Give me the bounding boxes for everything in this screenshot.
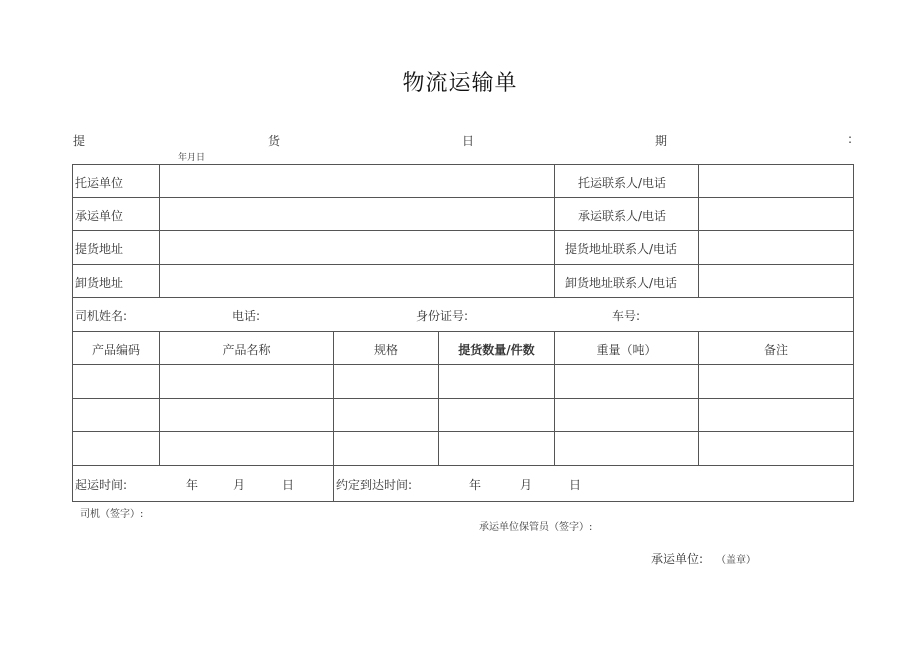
driver-signature: 司机（签字）: <box>80 509 144 520</box>
arrive-month: 月 <box>520 478 533 492</box>
pickup-date-char-4: 期 <box>655 134 668 148</box>
table-hline <box>72 230 854 231</box>
label-unload-address: 卸货地址 <box>75 276 124 290</box>
col-header-spec: 规格 <box>373 343 398 357</box>
pickup-date-sub: 年月日 <box>178 153 206 163</box>
table-hline <box>72 297 854 298</box>
pickup-date-char-2: 货 <box>268 134 281 148</box>
table-vline <box>72 164 73 502</box>
label-pickup-contact: 提货地址联系人/电话 <box>565 242 678 256</box>
pickup-date-char-1: 提 <box>73 134 86 148</box>
arrive-year: 年 <box>469 478 482 492</box>
label-plate-number: 车号: <box>612 309 641 323</box>
table-hline <box>72 264 854 265</box>
table-hline <box>72 197 854 198</box>
label-shipper-contact: 托运联系人/电话 <box>578 176 667 190</box>
label-carrier: 承运单位 <box>75 209 124 223</box>
label-pickup-address: 提货地址 <box>75 242 124 256</box>
table-hline <box>72 331 854 332</box>
table-hline <box>72 465 854 466</box>
col-header-weight: 重量（吨） <box>596 343 657 357</box>
table-vline <box>554 164 555 298</box>
label-depart-time: 起运时间: <box>75 478 128 492</box>
table-hline <box>72 164 854 165</box>
label-driver-name: 司机姓名: <box>75 309 128 323</box>
table-vline <box>698 164 699 298</box>
pickup-date-char-3: 日 <box>462 134 475 148</box>
label-id-number: 身份证号: <box>416 309 469 323</box>
arrive-day: 日 <box>569 478 582 492</box>
table-vline <box>159 164 160 298</box>
table-vline <box>333 465 334 502</box>
label-driver-phone: 电话: <box>232 309 261 323</box>
keeper-signature: 承运单位保管员（签字）: <box>479 522 593 533</box>
depart-day: 日 <box>282 478 295 492</box>
seal-label: （盖章） <box>716 555 756 566</box>
col-header-quantity: 提货数量/件数 <box>458 343 535 357</box>
table-hline <box>72 501 854 502</box>
table-hline <box>72 364 854 365</box>
pickup-date-colon: : <box>848 132 853 146</box>
label-arrive-time: 约定到达时间: <box>336 478 413 492</box>
page-title: 物流运输单 <box>402 71 518 96</box>
label-carrier-contact: 承运联系人/电话 <box>578 209 667 223</box>
table-hline <box>72 398 854 399</box>
label-shipper: 托运单位 <box>75 176 124 190</box>
depart-year: 年 <box>186 478 199 492</box>
carrier-unit-label: 承运单位: <box>651 552 704 566</box>
col-header-product-code: 产品编码 <box>91 343 140 357</box>
col-header-remarks: 备注 <box>763 343 788 357</box>
depart-month: 月 <box>233 478 246 492</box>
label-unload-contact: 卸货地址联系人/电话 <box>565 276 678 290</box>
table-hline <box>72 431 854 432</box>
col-header-product-name: 产品名称 <box>222 343 271 357</box>
table-vline <box>853 164 854 502</box>
